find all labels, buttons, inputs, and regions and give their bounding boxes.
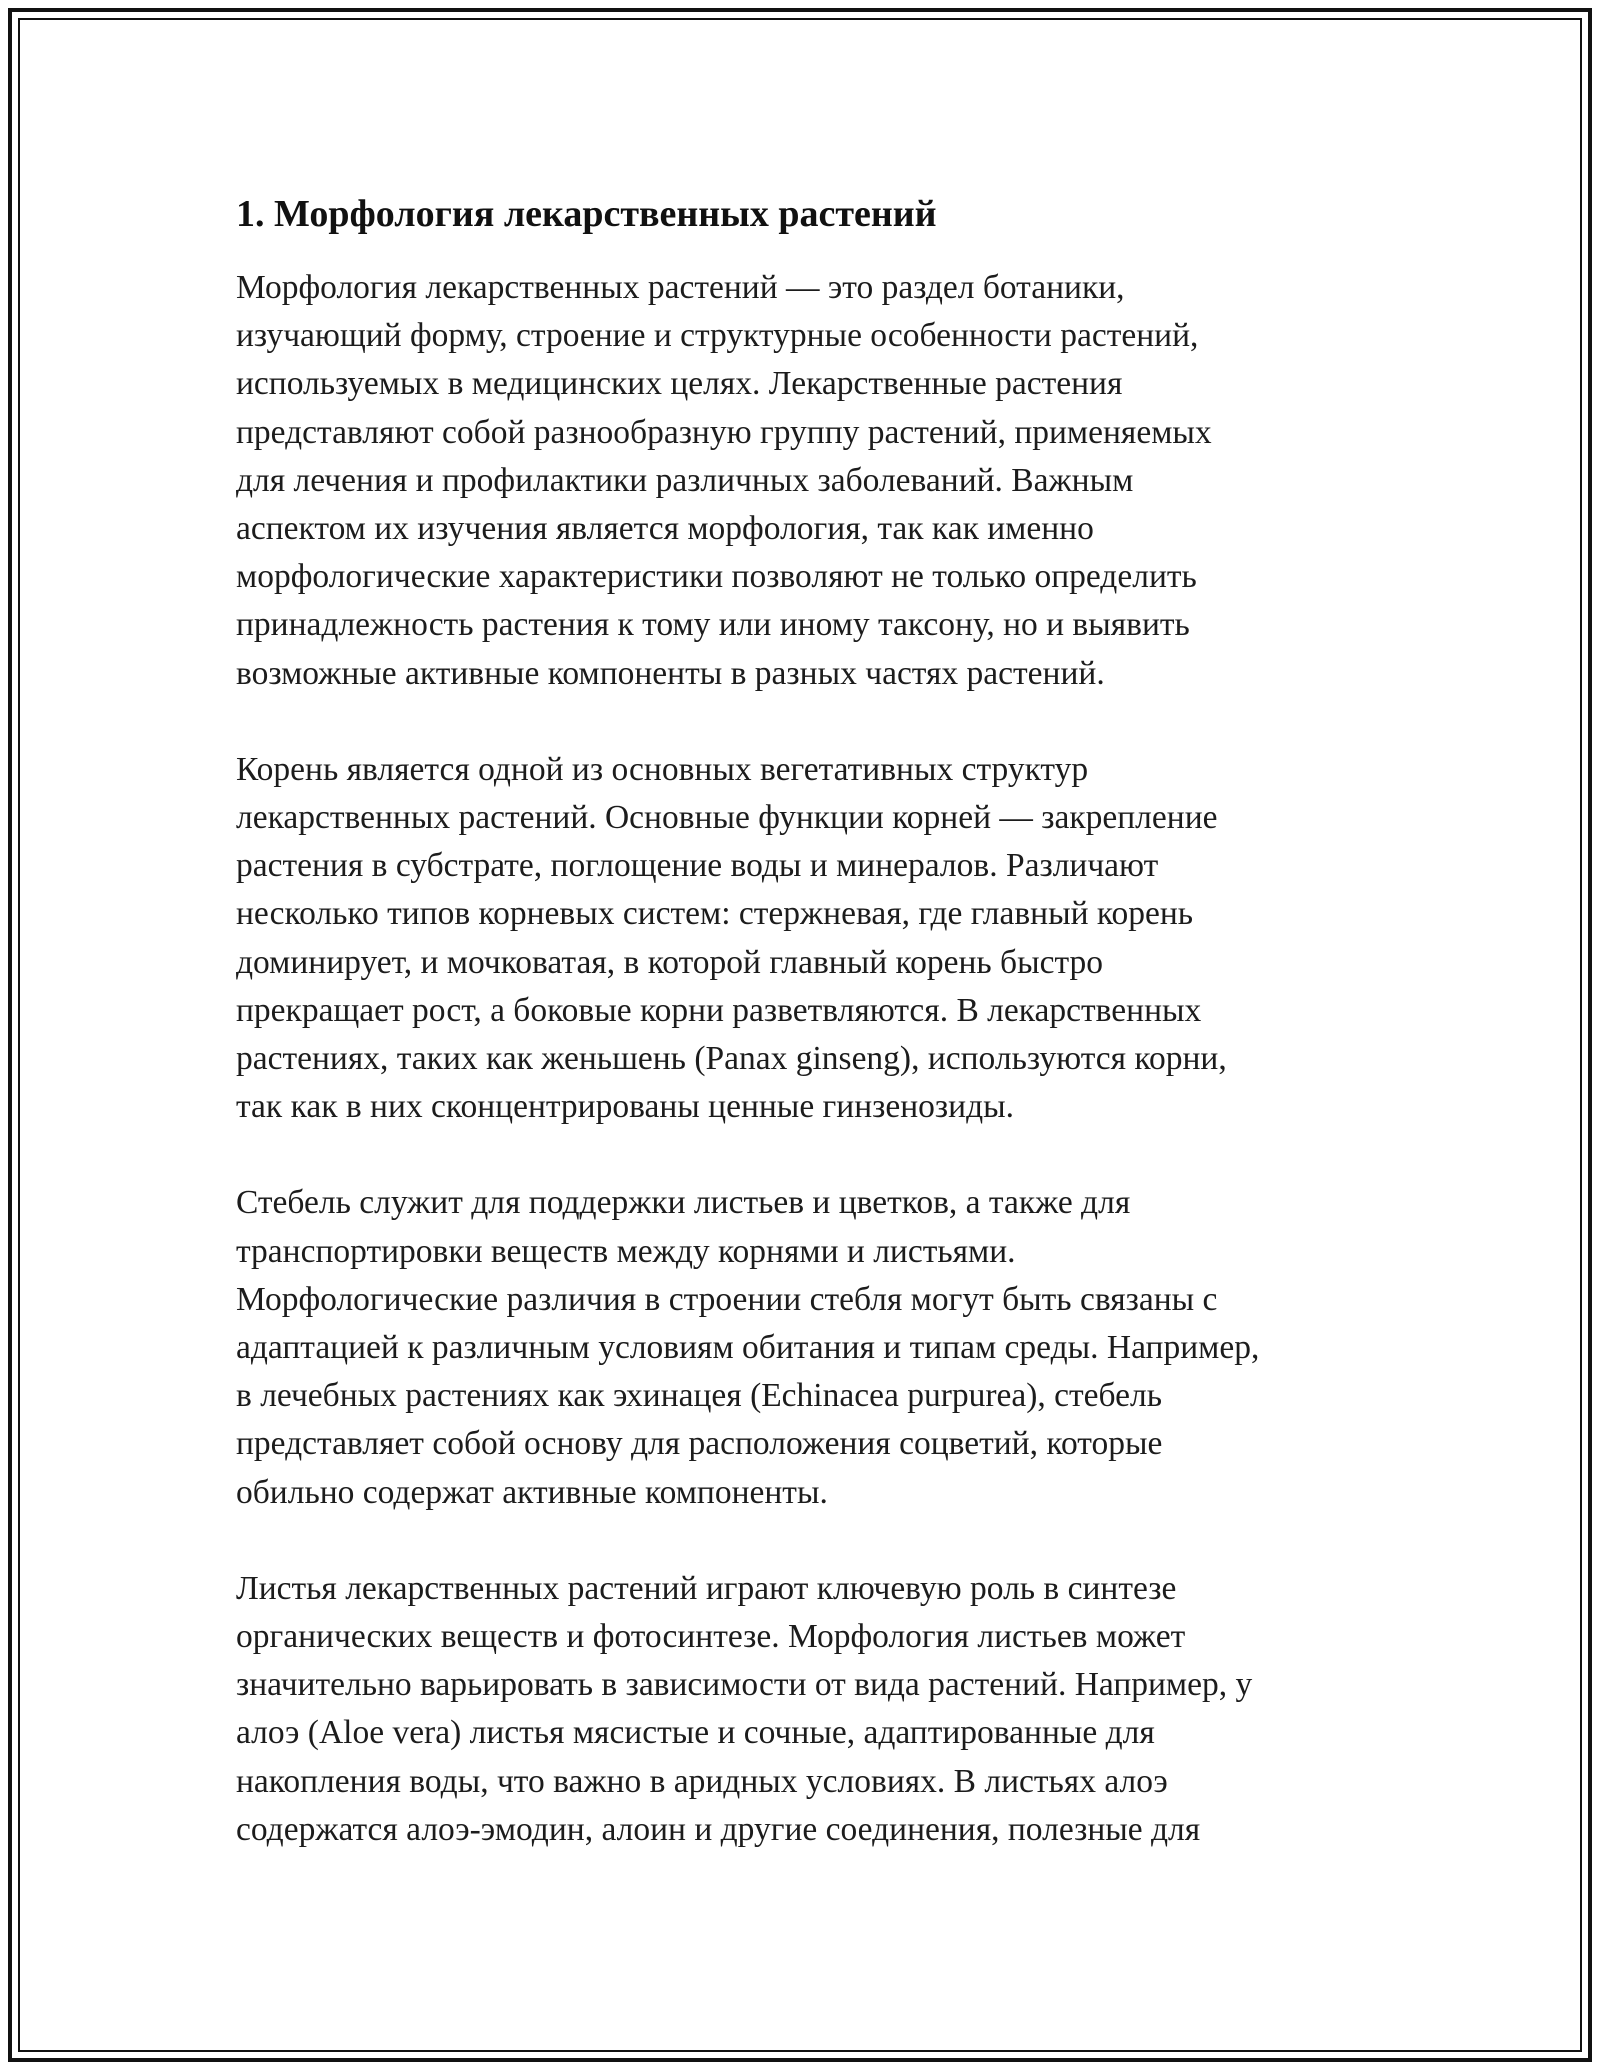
- text-line: прекращает рост, а боковые корни разветвляются. В лекарственных: [236, 991, 1202, 1029]
- text-line: Корень является одной из основных вегетативных структур: [236, 750, 1089, 788]
- text-line: адаптацией к различным условиям обитания и типам среды. Например,: [236, 1329, 1260, 1367]
- text-line: представляет собой основу для расположения соцветий, которые: [236, 1425, 1163, 1463]
- text-line: в лечебных растениях как эхинацея (Echinacea purpurea), стебель: [236, 1377, 1163, 1415]
- text-line: возможные активные компоненты в разных частях растений.: [236, 654, 1105, 692]
- text-line: изучающий форму, строение и структурные особенности растений,: [236, 317, 1199, 355]
- text-line: для лечения и профилактики различных заболеваний. Важным: [236, 461, 1134, 499]
- text-line: используемых в медицинских целях. Лекарственные растения: [236, 365, 1123, 403]
- text-line: Морфологические различия в строении стебля могут быть связаны с: [236, 1280, 1218, 1318]
- paragraph-root: [236, 746, 1376, 1132]
- text-line: значительно варьировать в зависимости от вида растений. Например, у: [236, 1666, 1253, 1704]
- text-line: Стебель служит для поддержки листьев и цветков, а также для: [236, 1184, 1131, 1222]
- text-line: накопления воды, что важно в аридных условиях. В листьях алоэ: [236, 1762, 1168, 1800]
- text-line: Морфология лекарственных растений — это раздел ботаники,: [236, 269, 1125, 306]
- text-line: растения в субстрате, поглощение воды и минералов. Различают: [236, 847, 1159, 885]
- text-line: транспортировки веществ между корнями и листьями.: [236, 1232, 1016, 1270]
- text-line: алоэ (Aloe vera) листья мясистые и сочные, адаптированные для: [236, 1714, 1155, 1752]
- text-line: Листья лекарственных растений играют ключевую роль в синтезе: [236, 1569, 1177, 1607]
- text-line: органических веществ и фотосинтезе. Морфология листьев может: [236, 1618, 1186, 1656]
- section-heading: 1. Морфология лекарственных растений: [236, 193, 937, 235]
- text-line: так как в них сконцентрированы ценные гинзенозиды.: [236, 1088, 1015, 1126]
- text-line: представляют собой разнообразную группу растений, применяемых: [236, 413, 1212, 451]
- paragraph-morphology-intro: [236, 264, 1376, 698]
- text-line: морфологические характеристики позволяют не только определить: [236, 558, 1197, 596]
- text-line: принадлежность растения к тому или иному таксону, но и выявить: [236, 606, 1190, 644]
- text-line: несколько типов корневых систем: стержневая, где главный корень: [236, 895, 1194, 933]
- text-line: содержатся алоэ-эмодин, алоин и другие соединения, полезные для: [236, 1810, 1201, 1848]
- text-line: доминирует, и мочковатая, в которой главный корень быстро: [236, 943, 1104, 981]
- document-body: [236, 186, 1376, 1902]
- paragraph-stem: [236, 1179, 1376, 1516]
- paragraph-leaves: [236, 1565, 1376, 1854]
- text-line: обильно содержат активные компоненты.: [236, 1473, 828, 1511]
- text-line: растениях, таких как женьшень (Panax ginseng), используются корни,: [236, 1040, 1227, 1078]
- text-line: аспектом их изучения является морфология, так как именно: [236, 510, 1094, 548]
- text-line: лекарственных растений. Основные функции корней — закрепление: [236, 799, 1218, 837]
